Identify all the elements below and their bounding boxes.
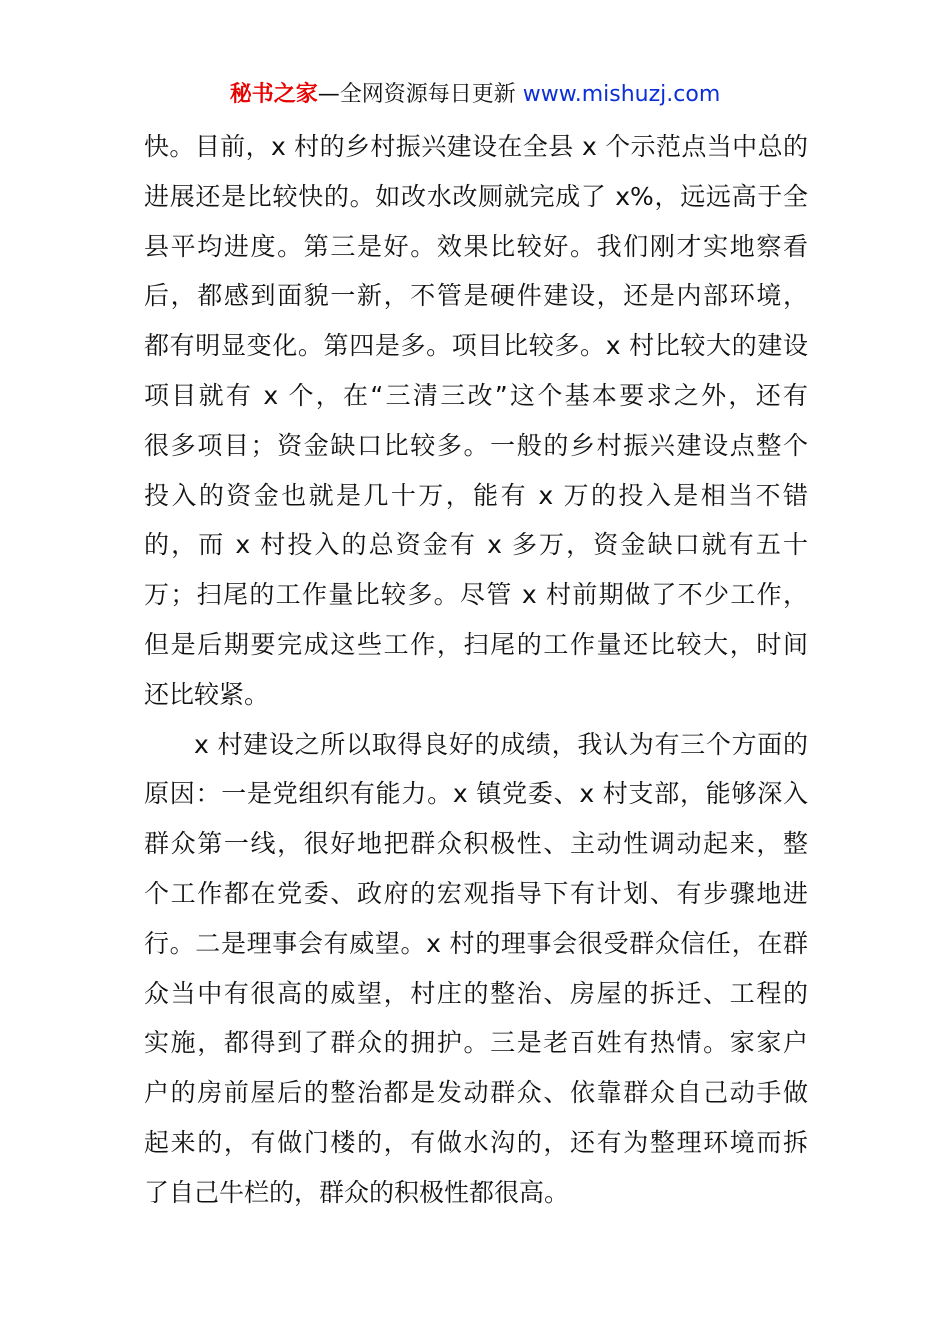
text-line: 都有明显变化。第四是多。项目比较多。x 村比较大的建设 — [144, 331, 808, 361]
site-tagline: —全网资源每日更新 — [317, 82, 523, 107]
text-line: 的，而 x 村投入的总资金有 x 多万，资金缺口就有五十 — [144, 530, 808, 560]
text-line: 行。二是理事会有威望。x 村的理事会很受群众信任，在群 — [144, 928, 808, 958]
text-line: 很多项目；资金缺口比较多。一般的乡村振兴建设点整个 — [144, 430, 808, 460]
text-line: 实施，都得到了群众的拥护。三是老百姓有热情。家家户 — [144, 1028, 808, 1058]
text-line: 起来的，有做门楼的，有做水沟的，还有为整理环境而拆 — [144, 1127, 808, 1157]
text-line: 还比较紧。 — [144, 679, 270, 709]
paragraph — [144, 122, 808, 720]
text-line: 万；扫尾的工作量比较多。尽管 x 村前期做了不少工作， — [144, 580, 808, 610]
text-line: 项目就有 x 个，在“三清三改”这个基本要求之外，还有 — [144, 380, 808, 410]
paragraph — [144, 720, 808, 1218]
text-line: 原因：一是党组织有能力。x 镇党委、x 村支部，能够深入 — [144, 779, 808, 809]
site-url-link[interactable]: www.mishuzj.com — [522, 82, 721, 107]
text-line: 众当中有很高的威望，村庄的整治、房屋的拆迁、工程的 — [144, 978, 808, 1008]
text-line: 户的房前屋后的整治都是发动群众、依靠群众自己动手做 — [144, 1078, 808, 1108]
text-line: 快。目前，x 村的乡村振兴建设在全县 x 个示范点当中总的 — [144, 132, 808, 161]
text-line: 个工作都在党委、政府的宏观指导下有计划、有步骤地进 — [144, 878, 808, 908]
text-line: 了自己牛栏的，群众的积极性都很高。 — [144, 1177, 570, 1207]
text-line: 群众第一线，很好地把群众积极性、主动性调动起来，整 — [144, 829, 808, 859]
document-body — [144, 122, 808, 1218]
site-brand: 秘书之家 — [229, 82, 318, 107]
text-line: 投入的资金也就是几十万，能有 x 万的投入是相当不错 — [144, 480, 808, 510]
text-line: 但是后期要完成这些工作，扫尾的工作量还比较大，时间 — [144, 629, 808, 659]
text-line: 后，都感到面貌一新，不管是硬件建设，还是内部环境， — [144, 281, 808, 311]
text-line: x 村建设之所以取得良好的成绩，我认为有三个方面的 — [194, 729, 808, 759]
text-line: 县平均进度。第三是好。效果比较好。我们刚才实地察看 — [144, 231, 808, 261]
site-header — [0, 78, 950, 112]
text-line: 进展还是比较快的。如改水改厕就完成了 x%，远远高于全 — [144, 181, 808, 211]
